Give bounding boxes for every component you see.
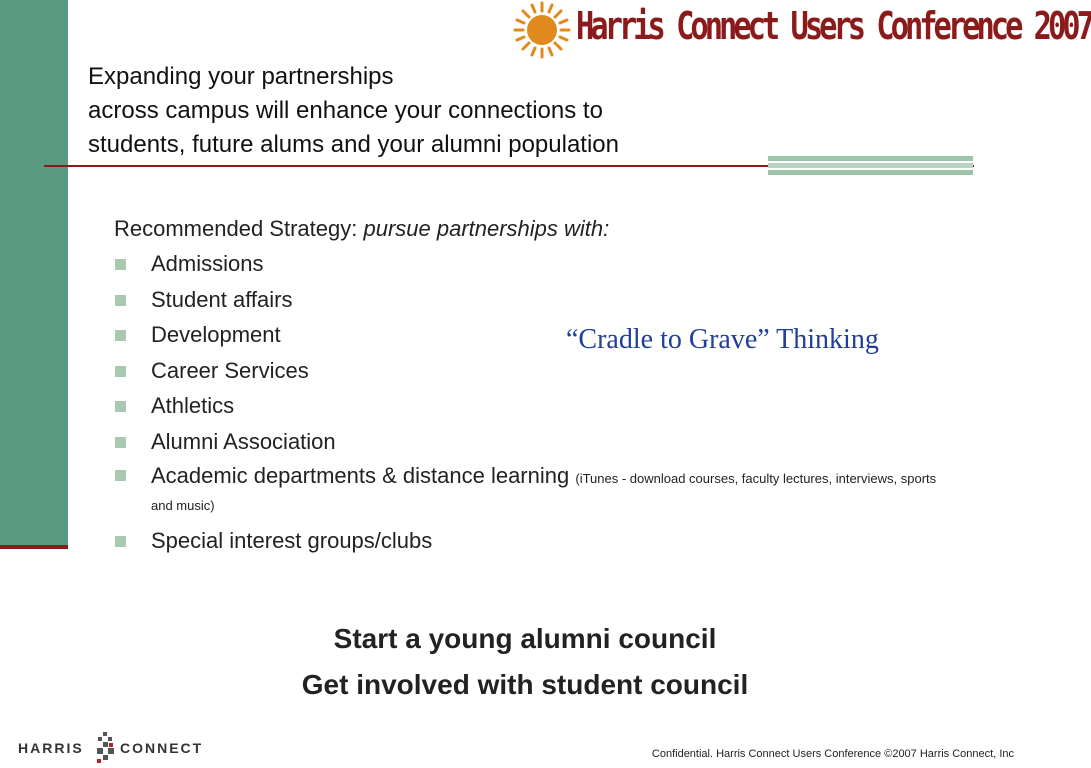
list-item-label: Athletics [151, 393, 235, 418]
intro-label: Recommended Strategy: [114, 216, 364, 241]
harris-connect-mark-icon [94, 732, 118, 766]
conference-logo-text: Harris Connect Users Conference 2007 [576, 4, 1091, 48]
bullet-square-icon [115, 536, 126, 547]
list-item [114, 523, 954, 559]
list-item [114, 246, 954, 282]
harris-connect-logo [18, 728, 228, 768]
conference-logo [512, 0, 1091, 60]
bullet-square-icon [115, 470, 126, 481]
bullet-square-icon [115, 437, 126, 448]
title-line-2: across campus will enhance your connections to [88, 97, 603, 124]
list-item-label: Admissions [151, 251, 264, 276]
strategy-intro [114, 212, 954, 246]
slide-title [88, 60, 768, 162]
closing-line-2: Get involved with student council [301, 669, 749, 700]
academic-note: (iTunes - download courses, faculty lectures, interviews, sports and music) [151, 471, 937, 513]
side-accent-bar [0, 0, 68, 545]
list-item-label: Special interest groups/clubs [151, 528, 433, 553]
list-item [114, 353, 954, 389]
cradle-to-grave-quote: “Cradle to Grave” Thinking [566, 324, 879, 355]
list-item-label: Career Services [151, 357, 309, 383]
strategy-content [114, 212, 954, 559]
list-item-label: Student affairs [151, 286, 293, 312]
title-line-1: Expanding your partnerships [88, 63, 394, 90]
logo-word-connect: CONNECT [120, 740, 204, 756]
partner-list [114, 246, 954, 559]
intro-emphasis: pursue partnerships with: [363, 216, 610, 241]
decorative-stripes [768, 156, 973, 180]
list-item-label: Alumni Association [151, 428, 336, 454]
side-accent-underline [0, 545, 68, 549]
list-item [114, 424, 954, 460]
footer-copyright: Confidential. Harris Connect Users Conference ©2007 Harris Connect, Inc [651, 748, 1014, 760]
bullet-square-icon [115, 295, 126, 306]
list-item-label: Development [151, 322, 281, 347]
list-item-label: Academic departments & distance learning [151, 463, 570, 488]
bullet-square-icon [115, 401, 126, 412]
bullet-square-icon [115, 259, 126, 270]
list-item [114, 459, 954, 523]
sun-icon [512, 0, 572, 60]
title-line-3: students, future alums and your alumni population [88, 131, 619, 158]
bullet-square-icon [115, 366, 126, 377]
closing-line-1: Start a young alumni council [333, 623, 717, 654]
logo-word-harris: HARRIS [18, 740, 84, 756]
list-item [114, 388, 954, 424]
closing-statements [0, 616, 1050, 708]
list-item [114, 282, 954, 318]
bullet-square-icon [115, 330, 126, 341]
